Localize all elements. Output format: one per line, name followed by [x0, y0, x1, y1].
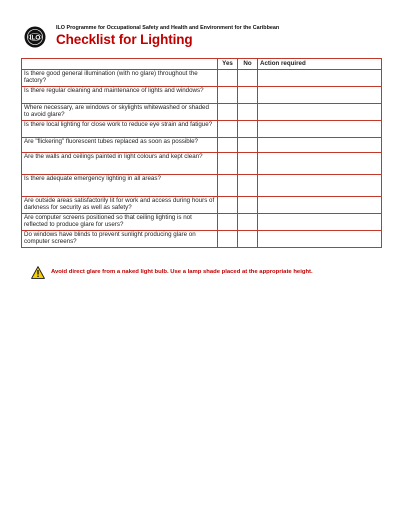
yes-cell[interactable] [218, 197, 238, 214]
table-row [22, 70, 382, 87]
question-cell: Do windows have blinds to prevent sunlight producing glare on computer screens? [22, 231, 218, 248]
question-cell: Are "flickering" fluorescent tubes replaced as soon as possible? [22, 138, 218, 153]
question-cell: Is there adequate emergency lighting in all areas? [22, 175, 218, 197]
no-cell[interactable] [238, 138, 258, 153]
yes-cell[interactable] [218, 104, 238, 121]
yes-cell[interactable] [218, 153, 238, 175]
column-header-yes: Yes [218, 59, 238, 70]
no-cell[interactable] [238, 214, 258, 231]
no-cell[interactable] [238, 104, 258, 121]
no-cell[interactable] [238, 153, 258, 175]
logo-text: ILO [29, 34, 41, 42]
action-cell[interactable] [258, 175, 382, 197]
yes-cell[interactable] [218, 231, 238, 248]
action-cell[interactable] [258, 153, 382, 175]
question-cell: Are outside areas satisfactorily lit for work and access during hours of darkness for security as well as safety? [22, 197, 218, 214]
question-cell: Is there regular cleaning and maintenance of lights and windows? [22, 87, 218, 104]
no-cell[interactable] [238, 231, 258, 248]
table-header-row [22, 59, 382, 70]
column-header-question [22, 59, 218, 70]
ilo-logo [24, 26, 46, 48]
column-header-action: Action required [258, 59, 382, 70]
no-cell[interactable] [238, 175, 258, 197]
yes-cell[interactable] [218, 121, 238, 138]
lighting-checklist-table [21, 58, 382, 248]
action-cell[interactable] [258, 231, 382, 248]
question-cell: Are the walls and ceilings painted in light colours and kept clean? [22, 153, 218, 175]
table-row [22, 231, 382, 248]
table-row [22, 138, 382, 153]
yes-cell[interactable] [218, 214, 238, 231]
table-row [22, 175, 382, 197]
no-cell[interactable] [238, 121, 258, 138]
table-row [22, 104, 382, 121]
warning-note [31, 266, 381, 282]
no-cell[interactable] [238, 87, 258, 104]
question-cell: Where necessary, are windows or skylights whitewashed or shaded to avoid glare? [22, 104, 218, 121]
action-cell[interactable] [258, 104, 382, 121]
table-row [22, 214, 382, 231]
programme-name: ILO Programme for Occupational Safety and Health and Environment for the Caribbean [56, 25, 280, 31]
yes-cell[interactable] [218, 138, 238, 153]
action-cell[interactable] [258, 138, 382, 153]
no-cell[interactable] [238, 197, 258, 214]
question-cell: Are computer screens positioned so that ceiling lighting is not reflected to produce glare for users? [22, 214, 218, 231]
table-row [22, 197, 382, 214]
yes-cell[interactable] [218, 175, 238, 197]
question-cell: Is there good general illumination (with no glare) throughout the factory? [22, 70, 218, 87]
action-cell[interactable] [258, 197, 382, 214]
page-header [24, 24, 376, 52]
yes-cell[interactable] [218, 70, 238, 87]
action-cell[interactable] [258, 70, 382, 87]
table-row [22, 121, 382, 138]
table-row [22, 87, 382, 104]
warning-text: Avoid direct glare from a naked light bulb. Use a lamp shade placed at the appropriate height. [51, 269, 313, 275]
action-cell[interactable] [258, 87, 382, 104]
page-title: Checklist for Lighting [56, 32, 193, 47]
action-cell[interactable] [258, 121, 382, 138]
question-cell: Is there local lighting for close work to reduce eye strain and fatigue? [22, 121, 218, 138]
table-row [22, 153, 382, 175]
warning-triangle-icon [31, 266, 45, 279]
action-cell[interactable] [258, 214, 382, 231]
no-cell[interactable] [238, 70, 258, 87]
yes-cell[interactable] [218, 87, 238, 104]
column-header-no: No [238, 59, 258, 70]
